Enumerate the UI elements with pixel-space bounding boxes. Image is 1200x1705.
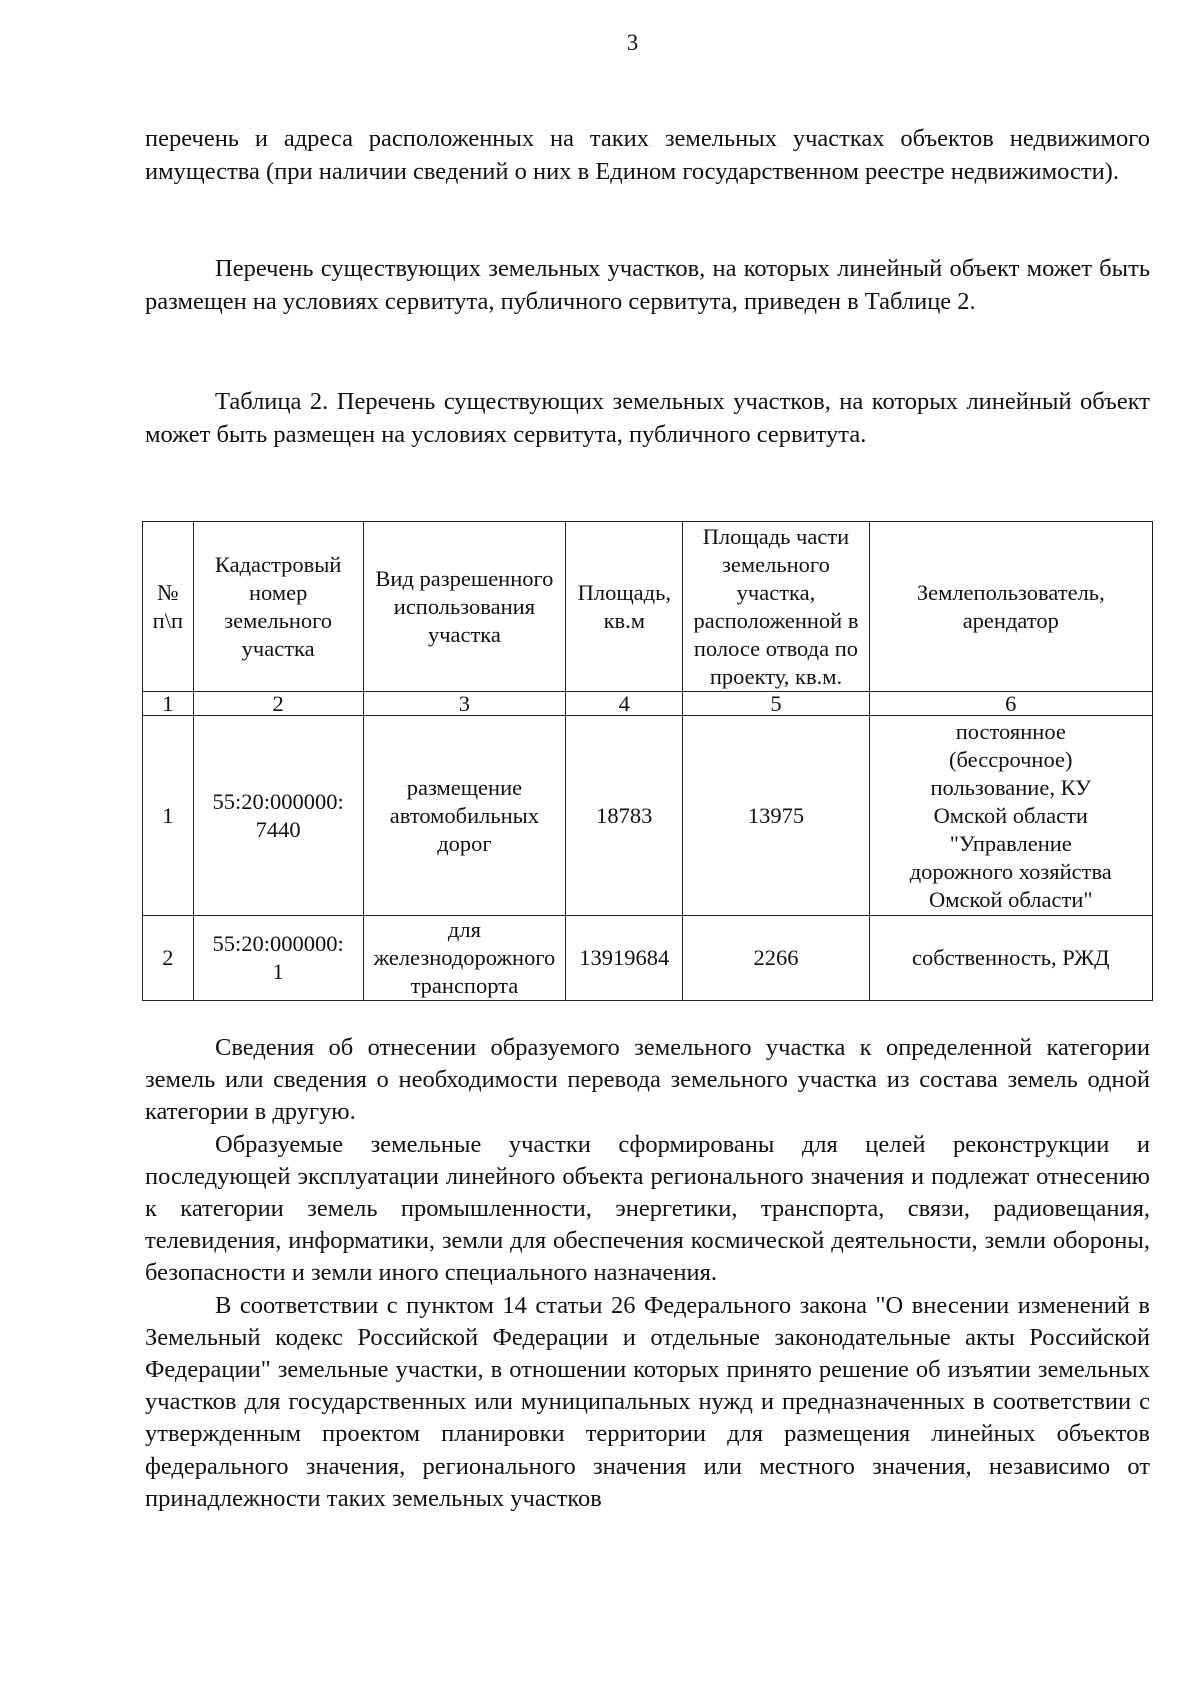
table-cell: собственность, РЖД (869, 916, 1152, 1001)
header-cadastral-number: Кадастровый номер земельного участка (193, 522, 363, 692)
column-number: 2 (193, 692, 363, 716)
header-number: № п\п (143, 522, 194, 692)
paragraph-text: перечень и адреса расположенных на таких земельных участках объектов недвижимого имущества (при наличии сведений о них в Едином государственном реестре недвижимости). (145, 125, 1150, 185)
header-land-user: Землепользователь, арендатор (869, 522, 1152, 692)
land-plots-table (142, 521, 1153, 1001)
table-header-row (143, 522, 1153, 692)
column-number: 1 (143, 692, 194, 716)
header-permitted-use: Вид разрешенного использования участка (363, 522, 566, 692)
table-cell: для железнодорожного транспорта (363, 916, 566, 1001)
paragraphs-after-table (145, 1032, 1150, 1515)
table-cell: 13975 (683, 716, 869, 916)
paragraph-continuation (145, 122, 1150, 188)
table-cell: 2266 (683, 916, 869, 1001)
table-cell: 55:20:000000: 7440 (193, 716, 363, 916)
paragraph-text: Сведения об отнесении образуемого земельного участка к определенной категории земель или сведения о необходимости перевода земельного участка из состава земель одной категории в другую. (145, 1034, 1150, 1126)
column-number: 4 (566, 692, 683, 716)
table-cell: постоянное (бессрочное) пользование, КУ Омской области "Управление дорожного хозяйства Омской области" (869, 716, 1152, 916)
column-number: 3 (363, 692, 566, 716)
page-number: 3 (626, 30, 639, 55)
table-cell: 18783 (566, 716, 683, 916)
header-area: Площадь, кв.м (566, 522, 683, 692)
table-cell: 55:20:000000: 1 (193, 916, 363, 1001)
table-cell: размещение автомобильных дорог (363, 716, 566, 916)
paragraph-table-reference (145, 252, 1150, 318)
paragraph-text: Перечень существующих земельных участков, на которых линейный объект может быть размещен на условиях сервитута, публичного сервитута, приведен в Таблице 2. (145, 255, 1150, 315)
column-number-row (143, 692, 1153, 716)
table-cell: 1 (143, 716, 194, 916)
table-cell: 13919684 (566, 916, 683, 1001)
table-row (143, 916, 1153, 1001)
column-number: 5 (683, 692, 869, 716)
table-caption-text: Таблица 2. Перечень существующих земельных участков, на которых линейный объект может быть размещен на условиях сервитута, публичного сервитута. (145, 388, 1150, 448)
paragraph-text: В соответствии с пунктом 14 статьи 26 Федерального закона "О внесении изменений в Земельный кодекс Российской Федерации и отдельные законодательные акты Российской Федерации" земельные участки, в отношении которых принято решение об изъятии земельных участков для государственных или муниципальных нужд и предназначенных в соответствии с утвержденным проектом планировки территории для размещения линейных объектов федерального значения, регионального значения или местного значения, независимо от принадлежности таких земельных участков (145, 1291, 1150, 1512)
table-caption (145, 385, 1150, 451)
paragraph-text: Образуемые земельные участки сформированы для целей реконструкции и последующей эксплуатации линейного объекта регионального значения и подлежат отнесению к категории земель промышленности, энергетики, транспорта, связи, радиовещания, телевидения, информатики, земли для обеспечения космической деятельности, земли обороны, безопасности и земли иного специального назначения. (145, 1130, 1150, 1287)
table-row (143, 716, 1153, 916)
header-area-part: Площадь части земельного участка, расположенной в полосе отвода по проекту, кв.м. (683, 522, 869, 692)
column-number: 6 (869, 692, 1152, 716)
table-cell: 2 (143, 916, 194, 1001)
